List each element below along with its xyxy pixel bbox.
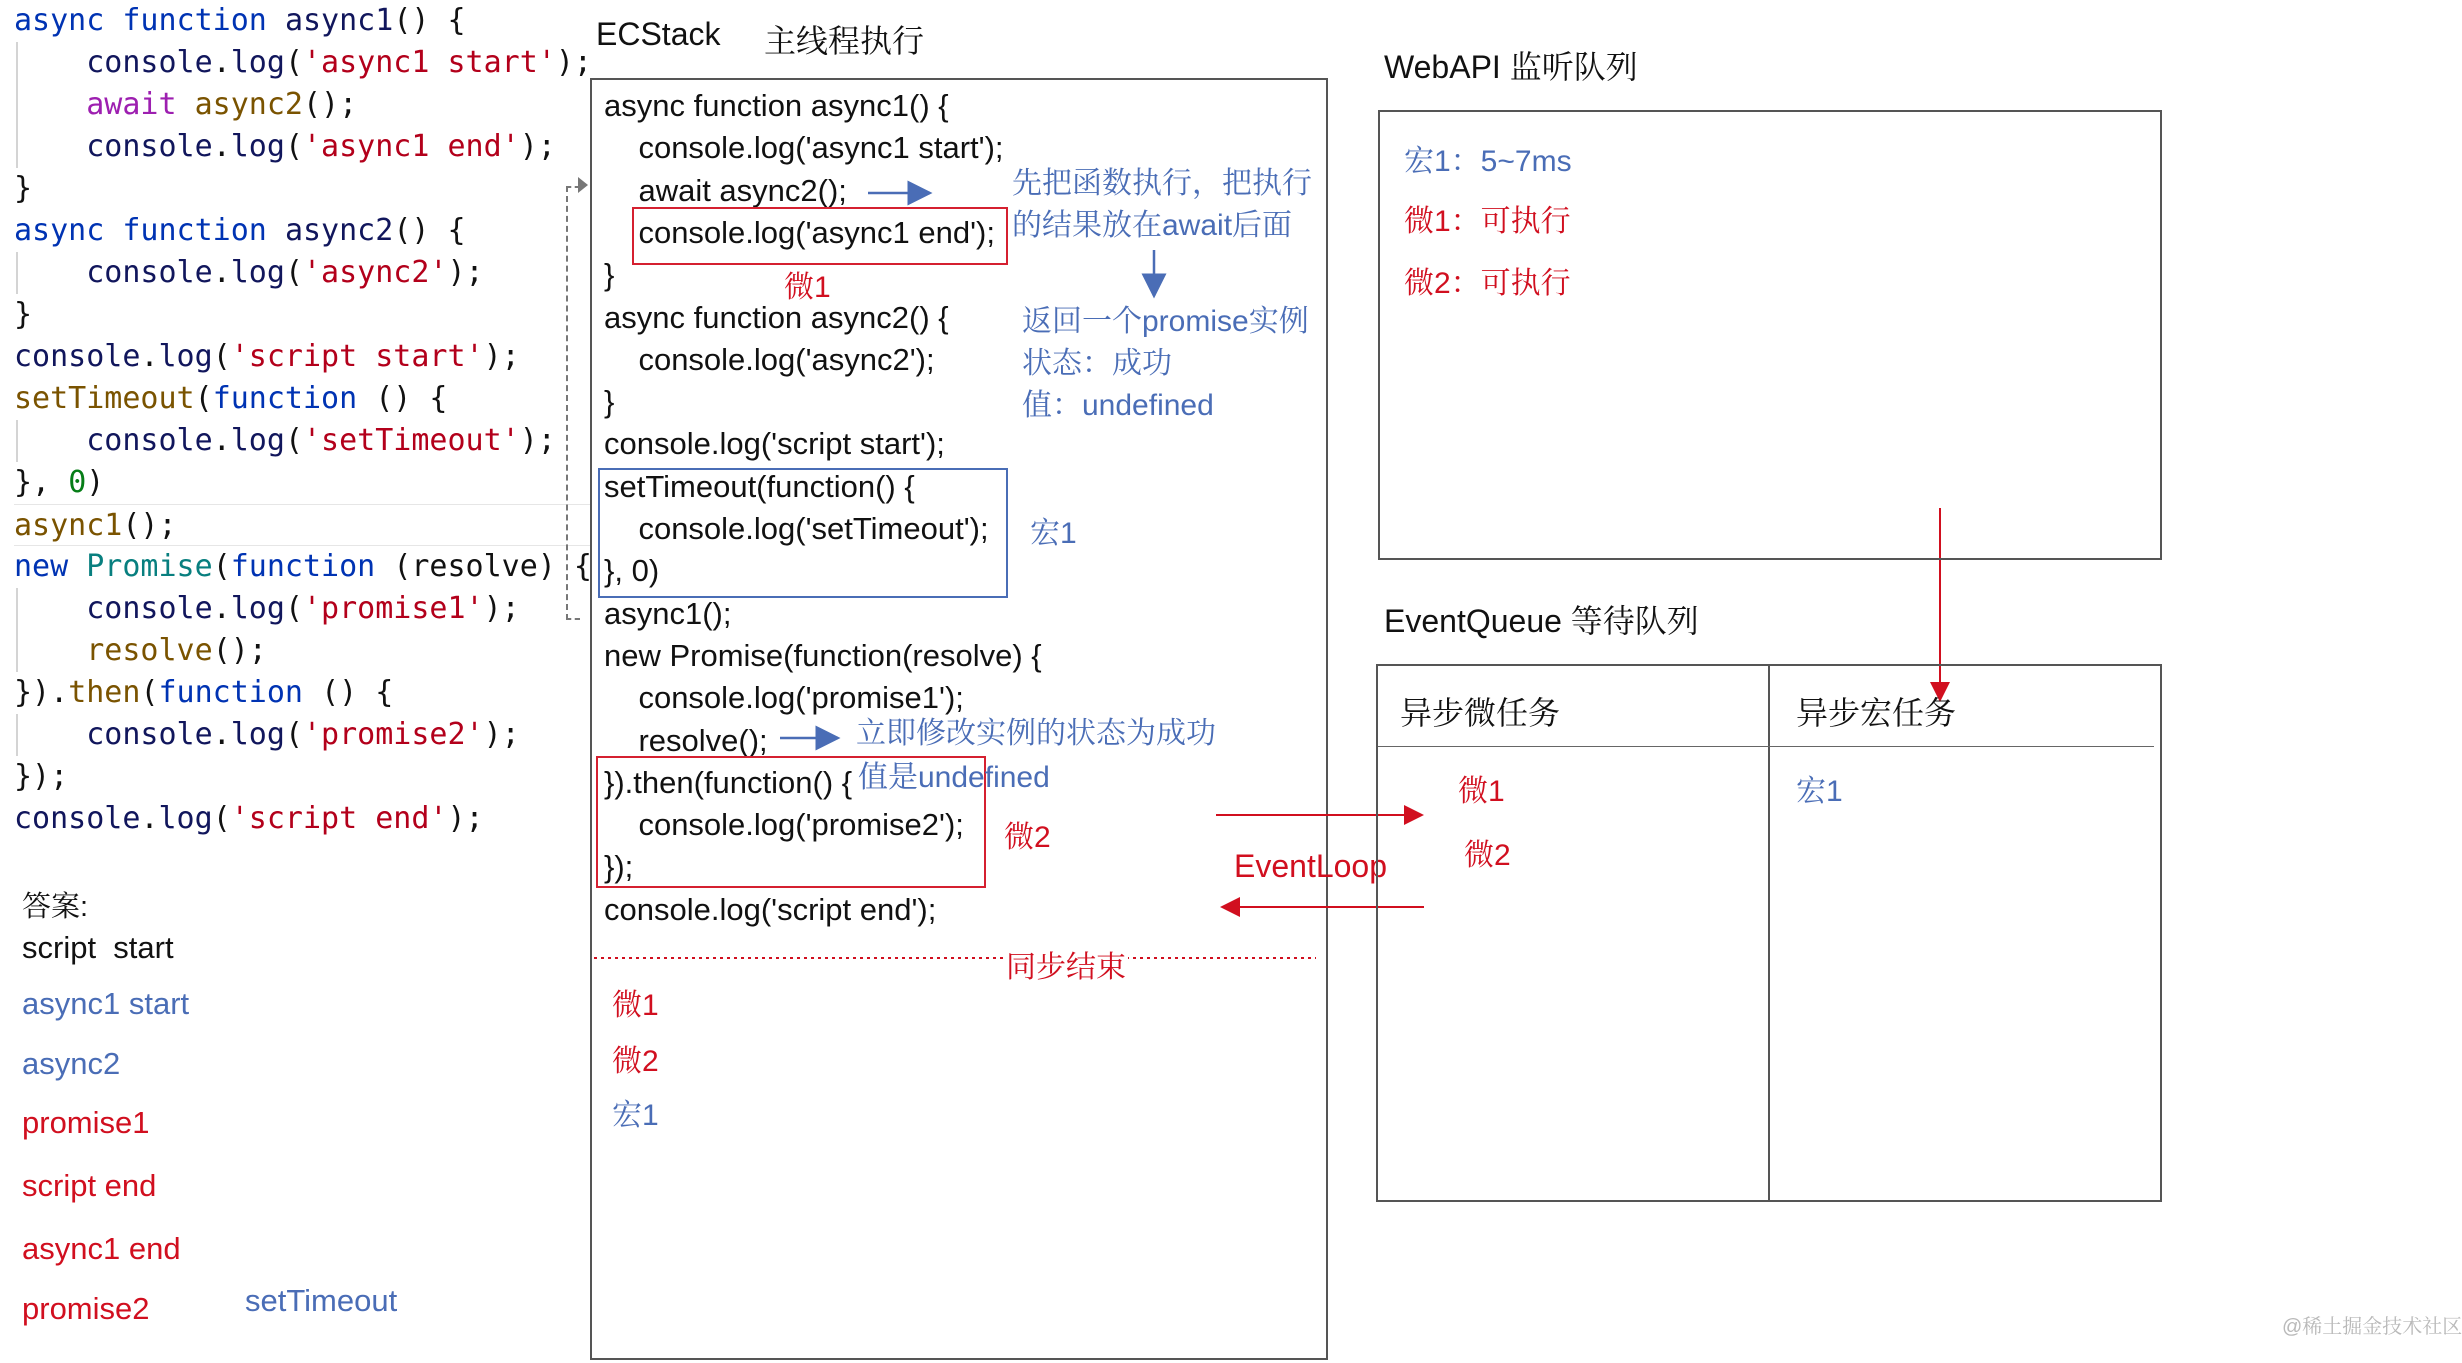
queue-micro-item: 微1 bbox=[1458, 775, 1505, 808]
ecstack-result: 宏1 bbox=[612, 1099, 659, 1132]
code-line bbox=[14, 84, 592, 126]
code-token: ); bbox=[447, 801, 484, 836]
webapi-item: 微1：可执行 bbox=[1404, 205, 1571, 238]
code-token bbox=[14, 129, 86, 164]
code-token: console bbox=[86, 591, 213, 626]
code-token: ( bbox=[212, 339, 231, 374]
code-token: console bbox=[86, 255, 213, 290]
code-token: log bbox=[230, 255, 285, 290]
answer-item: async2 bbox=[22, 1046, 121, 1081]
code-token: async2 bbox=[194, 87, 303, 122]
ecstack-subtitle: 主线程执行 bbox=[764, 23, 925, 59]
code-token: ( bbox=[284, 591, 303, 626]
code-token: ( bbox=[140, 675, 159, 710]
col-macro-header: 异步宏任务 bbox=[1796, 695, 1957, 731]
code-token: }, bbox=[14, 465, 69, 500]
code-token: function bbox=[230, 549, 394, 584]
code-token bbox=[14, 591, 86, 626]
code-token: log bbox=[230, 129, 285, 164]
code-token: console bbox=[86, 45, 213, 80]
settimeout-box bbox=[598, 468, 1008, 598]
code-token: function bbox=[158, 675, 322, 710]
promise-note-2: 状态：成功 bbox=[1022, 347, 1172, 380]
code-line bbox=[14, 378, 592, 420]
resolve-note-1: 立即修改实例的状态为成功 bbox=[856, 717, 1216, 750]
dashed-bracket bbox=[566, 186, 580, 620]
indent-guide bbox=[16, 42, 18, 84]
code-token: console bbox=[86, 717, 213, 752]
ecstack-line: async function async2() { bbox=[604, 299, 949, 335]
code-token: async1 bbox=[14, 508, 123, 543]
code-token: resolve bbox=[86, 633, 213, 668]
code-line bbox=[14, 714, 592, 756]
indent-guide bbox=[16, 126, 18, 168]
await-continuation-box bbox=[632, 207, 1008, 265]
code-token: function bbox=[122, 3, 285, 38]
code-token: (); bbox=[212, 633, 267, 668]
code-token: console bbox=[86, 129, 213, 164]
code-token: 'async1 start' bbox=[303, 45, 556, 80]
code-line bbox=[14, 420, 592, 462]
code-token: . bbox=[212, 45, 231, 80]
code-token: . bbox=[212, 129, 231, 164]
code-line bbox=[14, 126, 592, 168]
ecstack-line: console.log('async1 start'); bbox=[604, 130, 1004, 166]
ecstack-line: }, 0) bbox=[604, 553, 660, 589]
code-token bbox=[14, 255, 86, 290]
answer-item: promise2 bbox=[22, 1291, 150, 1326]
ecstack-line: }); bbox=[604, 849, 634, 885]
code-token: ( bbox=[284, 255, 303, 290]
webapi-item: 微2：可执行 bbox=[1404, 267, 1571, 300]
answer-label: 答案: bbox=[22, 891, 89, 923]
code-token: . bbox=[212, 255, 231, 290]
code-token: . bbox=[212, 717, 231, 752]
sync-end-label: 同步结束 bbox=[1004, 942, 1128, 986]
code-token: () { bbox=[375, 381, 448, 416]
code-token: async bbox=[14, 3, 123, 38]
answer-extra: setTimeout bbox=[245, 1283, 398, 1318]
indent-guide bbox=[16, 252, 18, 294]
code-token: . bbox=[212, 591, 231, 626]
code-token: ); bbox=[519, 423, 556, 458]
code-token bbox=[14, 633, 86, 668]
code-token: ( bbox=[194, 381, 213, 416]
code-token: ); bbox=[483, 591, 520, 626]
code-line bbox=[14, 672, 592, 714]
code-line bbox=[14, 798, 592, 840]
code-token: (); bbox=[122, 508, 177, 543]
code-token: 'promise1' bbox=[303, 591, 484, 626]
ecstack-line: async1(); bbox=[604, 595, 732, 631]
watermark: @稀土掘金技术社区 bbox=[2282, 1316, 2462, 1338]
code-token: 'promise2' bbox=[303, 717, 484, 752]
await-note-2: 的结果放在await后面 bbox=[1012, 209, 1293, 242]
ecstack-line: console.log('setTimeout'); bbox=[604, 511, 989, 546]
ecstack-line: console.log('async2'); bbox=[604, 341, 935, 377]
eventloop-label: EventLoop bbox=[1234, 848, 1388, 884]
micro1-label: 微1 bbox=[784, 271, 831, 304]
code-token: } bbox=[14, 171, 33, 206]
code-token: . bbox=[140, 801, 159, 836]
code-token: ); bbox=[555, 45, 592, 80]
code-token: setTimeout bbox=[14, 381, 195, 416]
webapi-item: 宏1：5~7ms bbox=[1404, 145, 1572, 178]
code-token bbox=[14, 717, 86, 752]
code-token: then bbox=[68, 675, 141, 710]
ecstack-line: console.log('promise1'); bbox=[604, 680, 964, 716]
code-line bbox=[14, 0, 592, 42]
micro2-label: 微2 bbox=[1004, 821, 1051, 854]
code-token: 'async2' bbox=[303, 255, 448, 290]
code-token: log bbox=[158, 339, 213, 374]
code-token bbox=[14, 45, 86, 80]
ecstack-result: 微1 bbox=[612, 989, 659, 1022]
code-token: new bbox=[14, 549, 87, 584]
code-token: async2 bbox=[284, 213, 394, 248]
code-token: . bbox=[212, 423, 231, 458]
code-token: } bbox=[14, 297, 33, 332]
ecstack-line: console.log('promise2'); bbox=[604, 807, 964, 843]
source-code bbox=[14, 0, 592, 840]
code-token: 'async1 end' bbox=[303, 129, 520, 164]
ecstack-line: setTimeout(function() { bbox=[604, 468, 915, 504]
queue-micro-item: 微2 bbox=[1464, 839, 1511, 872]
code-token: function bbox=[122, 213, 285, 248]
code-token: ); bbox=[447, 255, 484, 290]
code-token: ( bbox=[212, 801, 231, 836]
code-token: log bbox=[230, 45, 285, 80]
code-token: await bbox=[86, 87, 195, 122]
answer-item: script end bbox=[22, 1168, 157, 1203]
ecstack-line: }).then(function() { bbox=[604, 764, 853, 800]
ecstack-line: async function async1() { bbox=[604, 88, 949, 123]
indent-guide bbox=[16, 420, 18, 462]
col-micro-header: 异步微任务 bbox=[1400, 695, 1561, 731]
answer-item: async1 end bbox=[22, 1231, 181, 1266]
answer-item: promise1 bbox=[22, 1105, 150, 1140]
code-token: ) bbox=[86, 465, 105, 500]
code-token bbox=[14, 87, 86, 122]
code-token: }); bbox=[14, 759, 69, 794]
code-line bbox=[14, 630, 592, 672]
code-token: () { bbox=[393, 3, 466, 38]
code-token: }). bbox=[14, 675, 69, 710]
code-token: Promise bbox=[86, 549, 213, 584]
promise-note-1: 返回一个promise实例 bbox=[1022, 305, 1309, 338]
ecstack-line: console.log('script start'); bbox=[604, 426, 945, 462]
code-line bbox=[14, 756, 592, 798]
code-line bbox=[14, 588, 592, 630]
code-token: ( bbox=[284, 129, 303, 164]
dashed-arrow-head bbox=[578, 177, 588, 193]
code-line bbox=[14, 504, 592, 546]
code-token: ( bbox=[284, 45, 303, 80]
answer-item: script start bbox=[22, 930, 174, 965]
code-token: ); bbox=[519, 129, 556, 164]
code-line bbox=[14, 546, 592, 588]
code-line bbox=[14, 336, 592, 378]
code-token: (); bbox=[303, 87, 358, 122]
code-token: ( bbox=[212, 549, 231, 584]
code-token: ( bbox=[284, 423, 303, 458]
ecstack-line: await async2(); bbox=[604, 172, 847, 208]
promise-note-3: 值：undefined bbox=[1022, 389, 1214, 422]
eventqueue-header-line bbox=[1378, 746, 2154, 747]
indent-guide bbox=[16, 84, 18, 126]
code-token: console bbox=[86, 423, 213, 458]
macro1-label: 宏1 bbox=[1030, 517, 1077, 550]
queue-macro-item: 宏1 bbox=[1796, 775, 1843, 808]
eventqueue-title: EventQueue 等待队列 bbox=[1384, 603, 1699, 639]
code-token: console bbox=[14, 339, 141, 374]
answer-item: async1 start bbox=[22, 986, 190, 1021]
code-token: 'script start' bbox=[230, 339, 484, 374]
code-line bbox=[14, 168, 592, 210]
code-token: async bbox=[14, 213, 123, 248]
code-line bbox=[14, 294, 592, 336]
code-token: () { bbox=[321, 675, 394, 710]
indent-guide bbox=[16, 630, 18, 672]
ecstack-line: console.log('script end'); bbox=[604, 891, 937, 927]
code-token: async1 bbox=[284, 3, 394, 38]
code-token: () { bbox=[393, 213, 466, 248]
ecstack-line: } bbox=[604, 257, 615, 293]
code-token: 0 bbox=[68, 465, 87, 500]
ecstack-line: console.log('async1 end'); bbox=[604, 214, 995, 250]
code-token: 'script end' bbox=[230, 801, 448, 836]
ecstack-title: ECStack bbox=[596, 16, 721, 52]
ecstack-line: } bbox=[604, 384, 615, 420]
code-line bbox=[14, 462, 592, 504]
code-token: . bbox=[140, 339, 159, 374]
code-token: ); bbox=[483, 717, 520, 752]
eventqueue-divider bbox=[1768, 664, 1770, 1200]
ecstack-line: resolve(); bbox=[604, 722, 768, 758]
code-token: log bbox=[230, 423, 285, 458]
code-token: 'setTimeout' bbox=[303, 423, 520, 458]
code-line bbox=[14, 42, 592, 84]
code-token: log bbox=[230, 591, 285, 626]
await-note-1: 先把函数执行，把执行 bbox=[1012, 167, 1312, 200]
code-token: function bbox=[212, 381, 376, 416]
code-token bbox=[14, 423, 86, 458]
ecstack-line: new Promise(function(resolve) { bbox=[604, 637, 1042, 673]
code-token: (resolve) { bbox=[393, 549, 592, 584]
code-token: log bbox=[230, 717, 285, 752]
ecstack-result: 微2 bbox=[612, 1045, 659, 1078]
code-token: log bbox=[158, 801, 213, 836]
code-token: console bbox=[14, 801, 141, 836]
indent-guide bbox=[16, 714, 18, 756]
webapi-title: WebAPI 监听队列 bbox=[1384, 49, 1638, 85]
code-line bbox=[14, 252, 592, 294]
resolve-note-2: 值是undefined bbox=[858, 761, 1050, 794]
code-token: ( bbox=[284, 717, 303, 752]
code-token: ); bbox=[483, 339, 520, 374]
indent-guide bbox=[16, 588, 18, 630]
code-line bbox=[14, 210, 592, 252]
